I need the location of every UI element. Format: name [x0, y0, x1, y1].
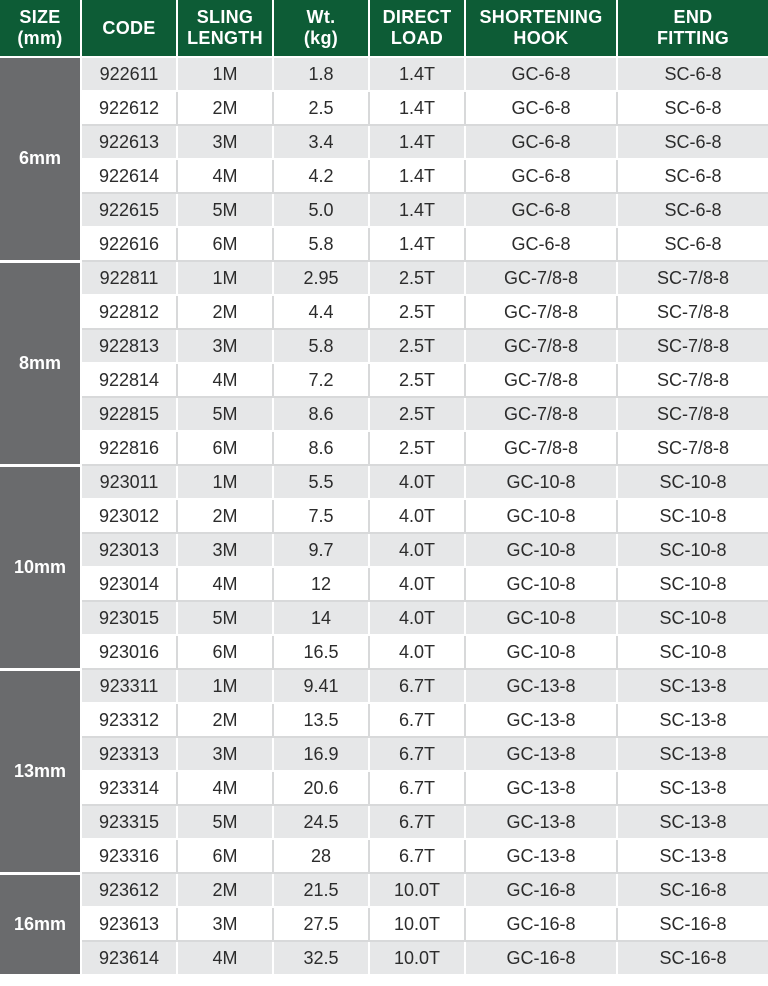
end-fitting-cell: SC-10-8 — [617, 465, 768, 499]
direct-load-cell: 1.4T — [369, 193, 465, 227]
table-row — [0, 907, 768, 941]
direct-load-cell: 2.5T — [369, 329, 465, 363]
code-cell: 922816 — [81, 431, 177, 465]
sling-length-cell: 2M — [177, 499, 273, 533]
code-cell: 923014 — [81, 567, 177, 601]
sling-length-cell: 3M — [177, 907, 273, 941]
table-row — [0, 771, 768, 805]
shortening-hook-cell: GC-6-8 — [465, 91, 617, 125]
end-fitting-cell: SC-10-8 — [617, 567, 768, 601]
direct-load-cell: 2.5T — [369, 261, 465, 295]
sling-length-cell: 4M — [177, 363, 273, 397]
code-cell: 923311 — [81, 669, 177, 703]
sling-length-cell: 4M — [177, 771, 273, 805]
end-fitting-cell: SC-7/8-8 — [617, 261, 768, 295]
weight-cell: 7.5 — [273, 499, 369, 533]
direct-load-cell: 6.7T — [369, 703, 465, 737]
shortening-hook-cell: GC-7/8-8 — [465, 397, 617, 431]
direct-load-cell: 4.0T — [369, 601, 465, 635]
direct-load-cell: 2.5T — [369, 431, 465, 465]
end-fitting-cell: SC-13-8 — [617, 737, 768, 771]
weight-cell: 7.2 — [273, 363, 369, 397]
shortening-hook-cell: GC-13-8 — [465, 805, 617, 839]
end-fitting-cell: SC-16-8 — [617, 941, 768, 975]
table-row — [0, 397, 768, 431]
direct-load-cell: 2.5T — [369, 295, 465, 329]
header-sling-length: SLING LENGTH — [177, 0, 273, 57]
code-cell: 923011 — [81, 465, 177, 499]
table-row — [0, 91, 768, 125]
table-row — [0, 567, 768, 601]
code-cell: 922616 — [81, 227, 177, 261]
table-row — [0, 601, 768, 635]
weight-cell: 9.7 — [273, 533, 369, 567]
end-fitting-cell: SC-10-8 — [617, 499, 768, 533]
table-row — [0, 669, 768, 703]
end-fitting-cell: SC-7/8-8 — [617, 397, 768, 431]
weight-cell: 8.6 — [273, 431, 369, 465]
shortening-hook-cell: GC-16-8 — [465, 941, 617, 975]
code-cell: 923313 — [81, 737, 177, 771]
shortening-hook-cell: GC-10-8 — [465, 567, 617, 601]
weight-cell: 28 — [273, 839, 369, 873]
table-row — [0, 839, 768, 873]
code-cell: 922811 — [81, 261, 177, 295]
direct-load-cell: 10.0T — [369, 907, 465, 941]
weight-cell: 13.5 — [273, 703, 369, 737]
shortening-hook-cell: GC-7/8-8 — [465, 295, 617, 329]
weight-cell: 32.5 — [273, 941, 369, 975]
table-row — [0, 57, 768, 91]
code-cell: 923013 — [81, 533, 177, 567]
end-fitting-cell: SC-6-8 — [617, 227, 768, 261]
end-fitting-cell: SC-10-8 — [617, 601, 768, 635]
sling-length-cell: 5M — [177, 193, 273, 227]
code-cell: 922813 — [81, 329, 177, 363]
shortening-hook-cell: GC-10-8 — [465, 499, 617, 533]
direct-load-cell: 2.5T — [369, 397, 465, 431]
sling-length-cell: 1M — [177, 57, 273, 91]
sling-length-cell: 3M — [177, 533, 273, 567]
table-row — [0, 635, 768, 669]
end-fitting-cell: SC-7/8-8 — [617, 431, 768, 465]
direct-load-cell: 4.0T — [369, 533, 465, 567]
weight-cell: 5.0 — [273, 193, 369, 227]
end-fitting-cell: SC-6-8 — [617, 57, 768, 91]
shortening-hook-cell: GC-13-8 — [465, 839, 617, 873]
sling-length-cell: 6M — [177, 227, 273, 261]
code-cell: 923613 — [81, 907, 177, 941]
weight-cell: 3.4 — [273, 125, 369, 159]
direct-load-cell: 4.0T — [369, 465, 465, 499]
end-fitting-cell: SC-6-8 — [617, 193, 768, 227]
table-body — [0, 57, 768, 975]
weight-cell: 2.5 — [273, 91, 369, 125]
size-group-label: 6mm — [0, 57, 81, 261]
table-header — [0, 0, 768, 57]
sling-length-cell: 5M — [177, 397, 273, 431]
table-row — [0, 533, 768, 567]
table-row — [0, 363, 768, 397]
table-row — [0, 125, 768, 159]
code-cell: 923016 — [81, 635, 177, 669]
code-cell: 923614 — [81, 941, 177, 975]
table-row — [0, 261, 768, 295]
table-row — [0, 873, 768, 907]
header-row — [0, 0, 768, 57]
sling-length-cell: 2M — [177, 295, 273, 329]
code-cell: 922613 — [81, 125, 177, 159]
table-row — [0, 703, 768, 737]
sling-length-cell: 5M — [177, 601, 273, 635]
direct-load-cell: 4.0T — [369, 499, 465, 533]
sling-length-cell: 3M — [177, 329, 273, 363]
size-group-label: 10mm — [0, 465, 81, 669]
weight-cell: 1.8 — [273, 57, 369, 91]
direct-load-cell: 6.7T — [369, 805, 465, 839]
weight-cell: 20.6 — [273, 771, 369, 805]
weight-cell: 5.8 — [273, 329, 369, 363]
end-fitting-cell: SC-16-8 — [617, 873, 768, 907]
shortening-hook-cell: GC-10-8 — [465, 533, 617, 567]
direct-load-cell: 10.0T — [369, 873, 465, 907]
shortening-hook-cell: GC-10-8 — [465, 465, 617, 499]
sling-length-cell: 1M — [177, 669, 273, 703]
weight-cell: 5.5 — [273, 465, 369, 499]
shortening-hook-cell: GC-13-8 — [465, 669, 617, 703]
table-row — [0, 499, 768, 533]
weight-cell: 16.5 — [273, 635, 369, 669]
shortening-hook-cell: GC-10-8 — [465, 635, 617, 669]
direct-load-cell: 4.0T — [369, 567, 465, 601]
direct-load-cell: 10.0T — [369, 941, 465, 975]
shortening-hook-cell: GC-13-8 — [465, 703, 617, 737]
weight-cell: 9.41 — [273, 669, 369, 703]
code-cell: 923315 — [81, 805, 177, 839]
code-cell: 923312 — [81, 703, 177, 737]
direct-load-cell: 2.5T — [369, 363, 465, 397]
sling-length-cell: 4M — [177, 941, 273, 975]
weight-cell: 21.5 — [273, 873, 369, 907]
sling-length-cell: 2M — [177, 703, 273, 737]
shortening-hook-cell: GC-7/8-8 — [465, 329, 617, 363]
header-weight: Wt. (kg) — [273, 0, 369, 57]
sling-length-cell: 6M — [177, 635, 273, 669]
end-fitting-cell: SC-6-8 — [617, 159, 768, 193]
code-cell: 923316 — [81, 839, 177, 873]
header-size: SIZE (mm) — [0, 0, 81, 57]
end-fitting-cell: SC-13-8 — [617, 771, 768, 805]
code-cell: 922812 — [81, 295, 177, 329]
direct-load-cell: 1.4T — [369, 57, 465, 91]
sling-length-cell: 6M — [177, 839, 273, 873]
header-code: CODE — [81, 0, 177, 57]
end-fitting-cell: SC-13-8 — [617, 669, 768, 703]
shortening-hook-cell: GC-13-8 — [465, 737, 617, 771]
table-row — [0, 805, 768, 839]
size-group-label: 8mm — [0, 261, 81, 465]
end-fitting-cell: SC-10-8 — [617, 635, 768, 669]
sling-length-cell: 1M — [177, 261, 273, 295]
size-group-label: 13mm — [0, 669, 81, 873]
code-cell: 922615 — [81, 193, 177, 227]
table-row — [0, 329, 768, 363]
direct-load-cell: 1.4T — [369, 159, 465, 193]
end-fitting-cell: SC-7/8-8 — [617, 329, 768, 363]
shortening-hook-cell: GC-13-8 — [465, 771, 617, 805]
table-row — [0, 227, 768, 261]
sling-length-cell: 6M — [177, 431, 273, 465]
sling-length-cell: 5M — [177, 805, 273, 839]
sling-length-cell: 2M — [177, 91, 273, 125]
sling-length-cell: 3M — [177, 737, 273, 771]
weight-cell: 8.6 — [273, 397, 369, 431]
direct-load-cell: 4.0T — [369, 635, 465, 669]
code-cell: 922611 — [81, 57, 177, 91]
code-cell: 923012 — [81, 499, 177, 533]
end-fitting-cell: SC-7/8-8 — [617, 295, 768, 329]
shortening-hook-cell: GC-7/8-8 — [465, 431, 617, 465]
direct-load-cell: 1.4T — [369, 125, 465, 159]
code-cell: 923612 — [81, 873, 177, 907]
sling-length-cell: 4M — [177, 159, 273, 193]
shortening-hook-cell: GC-6-8 — [465, 57, 617, 91]
sling-length-cell: 4M — [177, 567, 273, 601]
table-row — [0, 465, 768, 499]
shortening-hook-cell: GC-7/8-8 — [465, 261, 617, 295]
shortening-hook-cell: GC-7/8-8 — [465, 363, 617, 397]
sling-length-cell: 3M — [177, 125, 273, 159]
weight-cell: 5.8 — [273, 227, 369, 261]
weight-cell: 24.5 — [273, 805, 369, 839]
header-end-fitting: END FITTING — [617, 0, 768, 57]
direct-load-cell: 6.7T — [369, 771, 465, 805]
header-shortening-hook: SHORTENING HOOK — [465, 0, 617, 57]
size-group-label: 16mm — [0, 873, 81, 975]
header-direct-load: DIRECT LOAD — [369, 0, 465, 57]
direct-load-cell: 1.4T — [369, 91, 465, 125]
sling-length-cell: 2M — [177, 873, 273, 907]
end-fitting-cell: SC-13-8 — [617, 839, 768, 873]
weight-cell: 2.95 — [273, 261, 369, 295]
shortening-hook-cell: GC-16-8 — [465, 873, 617, 907]
weight-cell: 4.2 — [273, 159, 369, 193]
table-row — [0, 941, 768, 975]
weight-cell: 4.4 — [273, 295, 369, 329]
shortening-hook-cell: GC-6-8 — [465, 227, 617, 261]
code-cell: 922614 — [81, 159, 177, 193]
code-cell: 922814 — [81, 363, 177, 397]
shortening-hook-cell: GC-16-8 — [465, 907, 617, 941]
end-fitting-cell: SC-13-8 — [617, 703, 768, 737]
code-cell: 923314 — [81, 771, 177, 805]
table-row — [0, 431, 768, 465]
end-fitting-cell: SC-6-8 — [617, 91, 768, 125]
shortening-hook-cell: GC-6-8 — [465, 125, 617, 159]
weight-cell: 16.9 — [273, 737, 369, 771]
shortening-hook-cell: GC-10-8 — [465, 601, 617, 635]
end-fitting-cell: SC-6-8 — [617, 125, 768, 159]
weight-cell: 27.5 — [273, 907, 369, 941]
end-fitting-cell: SC-10-8 — [617, 533, 768, 567]
direct-load-cell: 6.7T — [369, 839, 465, 873]
direct-load-cell: 1.4T — [369, 227, 465, 261]
sling-length-cell: 1M — [177, 465, 273, 499]
code-cell: 922815 — [81, 397, 177, 431]
direct-load-cell: 6.7T — [369, 737, 465, 771]
shortening-hook-cell: GC-6-8 — [465, 159, 617, 193]
end-fitting-cell: SC-16-8 — [617, 907, 768, 941]
code-cell: 922612 — [81, 91, 177, 125]
weight-cell: 12 — [273, 567, 369, 601]
table-row — [0, 193, 768, 227]
end-fitting-cell: SC-13-8 — [617, 805, 768, 839]
table-row — [0, 295, 768, 329]
shortening-hook-cell: GC-6-8 — [465, 193, 617, 227]
weight-cell: 14 — [273, 601, 369, 635]
end-fitting-cell: SC-7/8-8 — [617, 363, 768, 397]
code-cell: 923015 — [81, 601, 177, 635]
table-row — [0, 159, 768, 193]
direct-load-cell: 6.7T — [369, 669, 465, 703]
table-row — [0, 737, 768, 771]
